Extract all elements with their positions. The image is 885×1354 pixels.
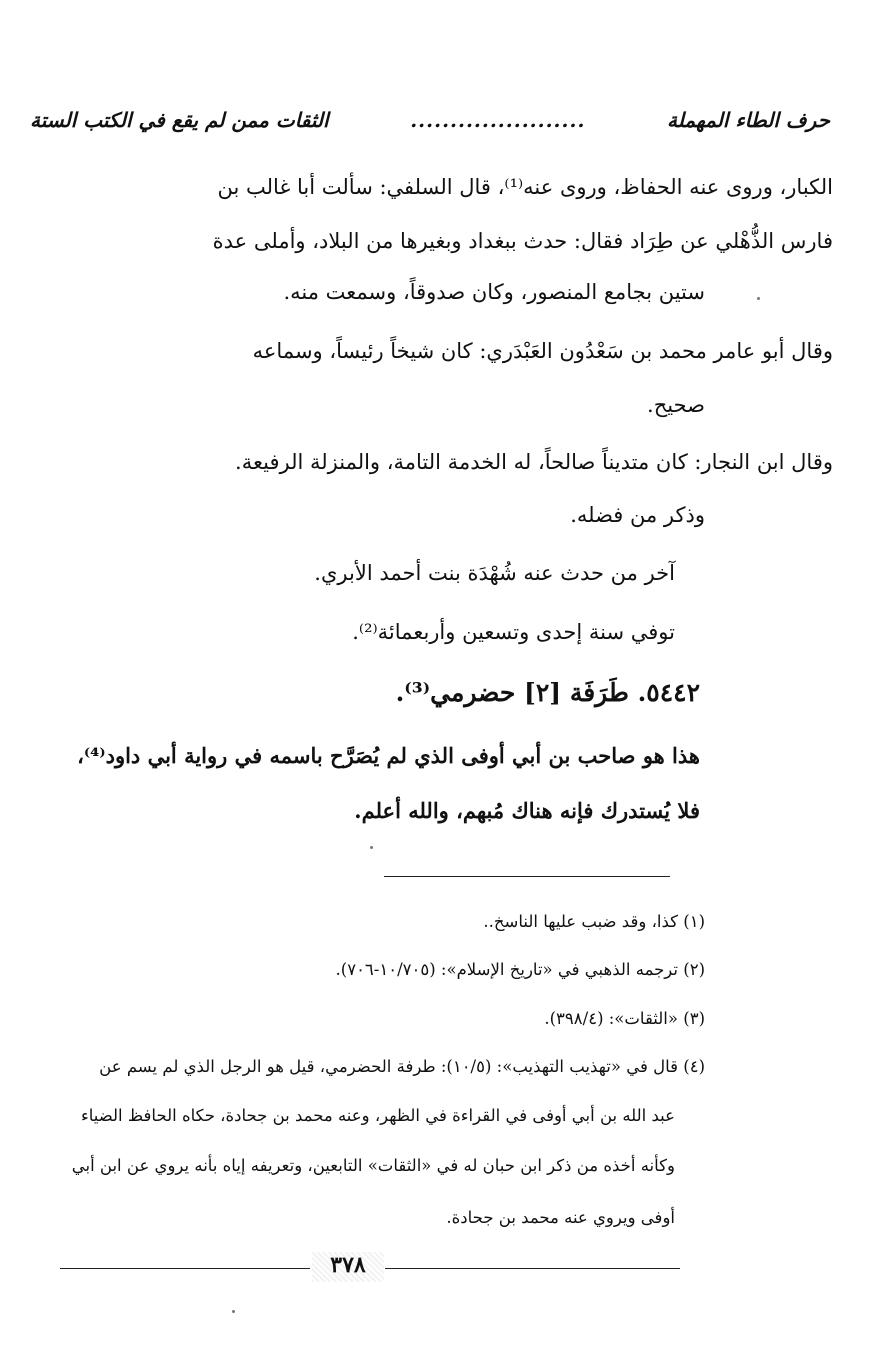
body-line-4: وقال أبو عامر محمد بن سَعْدُون العَبْدَري: كان شيخاً رئيساً، وسماعه (252, 339, 833, 363)
footnote-4-line-4: أوفى ويروي عنه محمد بن جحادة. (446, 1208, 675, 1227)
scan-speck (370, 846, 373, 849)
scan-speck (232, 1310, 235, 1313)
footnote-4-line-3: وكأنه أخذه من ذكر ابن حبان له في «الثقات» التابعين، وتعريفه إياه بأنه يروي عن ابن أبي (71, 1156, 675, 1175)
entry-line-2: فلا يُستدرك فإنه هناك مُبهم، والله أعلم. (354, 798, 700, 823)
footer-rule-right (385, 1268, 680, 1269)
footnote-3: (٣) «الثقات»: (٣٩٨/٤). (544, 1009, 705, 1028)
body-line-2: فارس الذُّهْلي عن طِرَاد فقال: حدث ببغداد وبغيرها من البلاد، وأملى عدة (212, 229, 833, 253)
body-line-5: صحيح. (647, 393, 705, 417)
body-line-8: آخر من حدث عنه شُهْدَة بنت أحمد الأبري. (314, 561, 675, 585)
entry-line-1: هذا هو صاحب بن أبي أوفى الذي لم يُصَرَّح باسمه في رواية أبي داود⁽⁴⁾، (77, 743, 700, 768)
footer-rule-left (60, 1268, 310, 1269)
body-line-7: وذكر من فضله. (570, 503, 705, 527)
header-chapter: حرف الطاء المهملة (667, 108, 830, 132)
body-line-1: الكبار، وروى عنه الحفاظ، وروى عنه⁽¹⁾، قال السلفي: سألت أبا غالب بن (217, 175, 833, 199)
scan-speck (757, 297, 760, 300)
footnote-divider (384, 876, 670, 877)
page-number: ٣٧٨ (312, 1252, 384, 1282)
header-dots: ...................... (410, 108, 586, 132)
footnote-1: (١) كذا، وقد ضبب عليها الناسخ.. (483, 912, 705, 931)
footnote-4-line-1: (٤) قال في «تهذيب التهذيب»: (١٠/٥): طرفة الحضرمي، قيل هو الرجل الذي لم يسم عن (99, 1057, 705, 1076)
body-line-9: توفي سنة إحدى وتسعين وأربعمائة⁽²⁾. (352, 620, 675, 644)
header-book-title: الثقات ممن لم يقع في الكتب الستة (30, 108, 329, 132)
body-line-3: ستين بجامع المنصور، وكان صدوقاً، وسمعت منه. (283, 280, 705, 304)
entry-title: ٥٤٤٢. طَرَفَة [٢] حضرمي⁽³⁾. (395, 678, 700, 707)
footnote-2: (٢) ترجمه الذهبي في «تاريخ الإسلام»: (١٠/٧٠٥-٧٠٦). (335, 960, 705, 979)
footnote-4-line-2: عبد الله بن أبي أوفى في القراءة في الظهر، وعنه محمد بن جحادة، حكاه الحافظ الضياء (80, 1106, 675, 1125)
body-line-6: وقال ابن النجار: كان متديناً صالحاً، له الخدمة التامة، والمنزلة الرفيعة. (235, 450, 833, 474)
running-header (30, 108, 830, 132)
